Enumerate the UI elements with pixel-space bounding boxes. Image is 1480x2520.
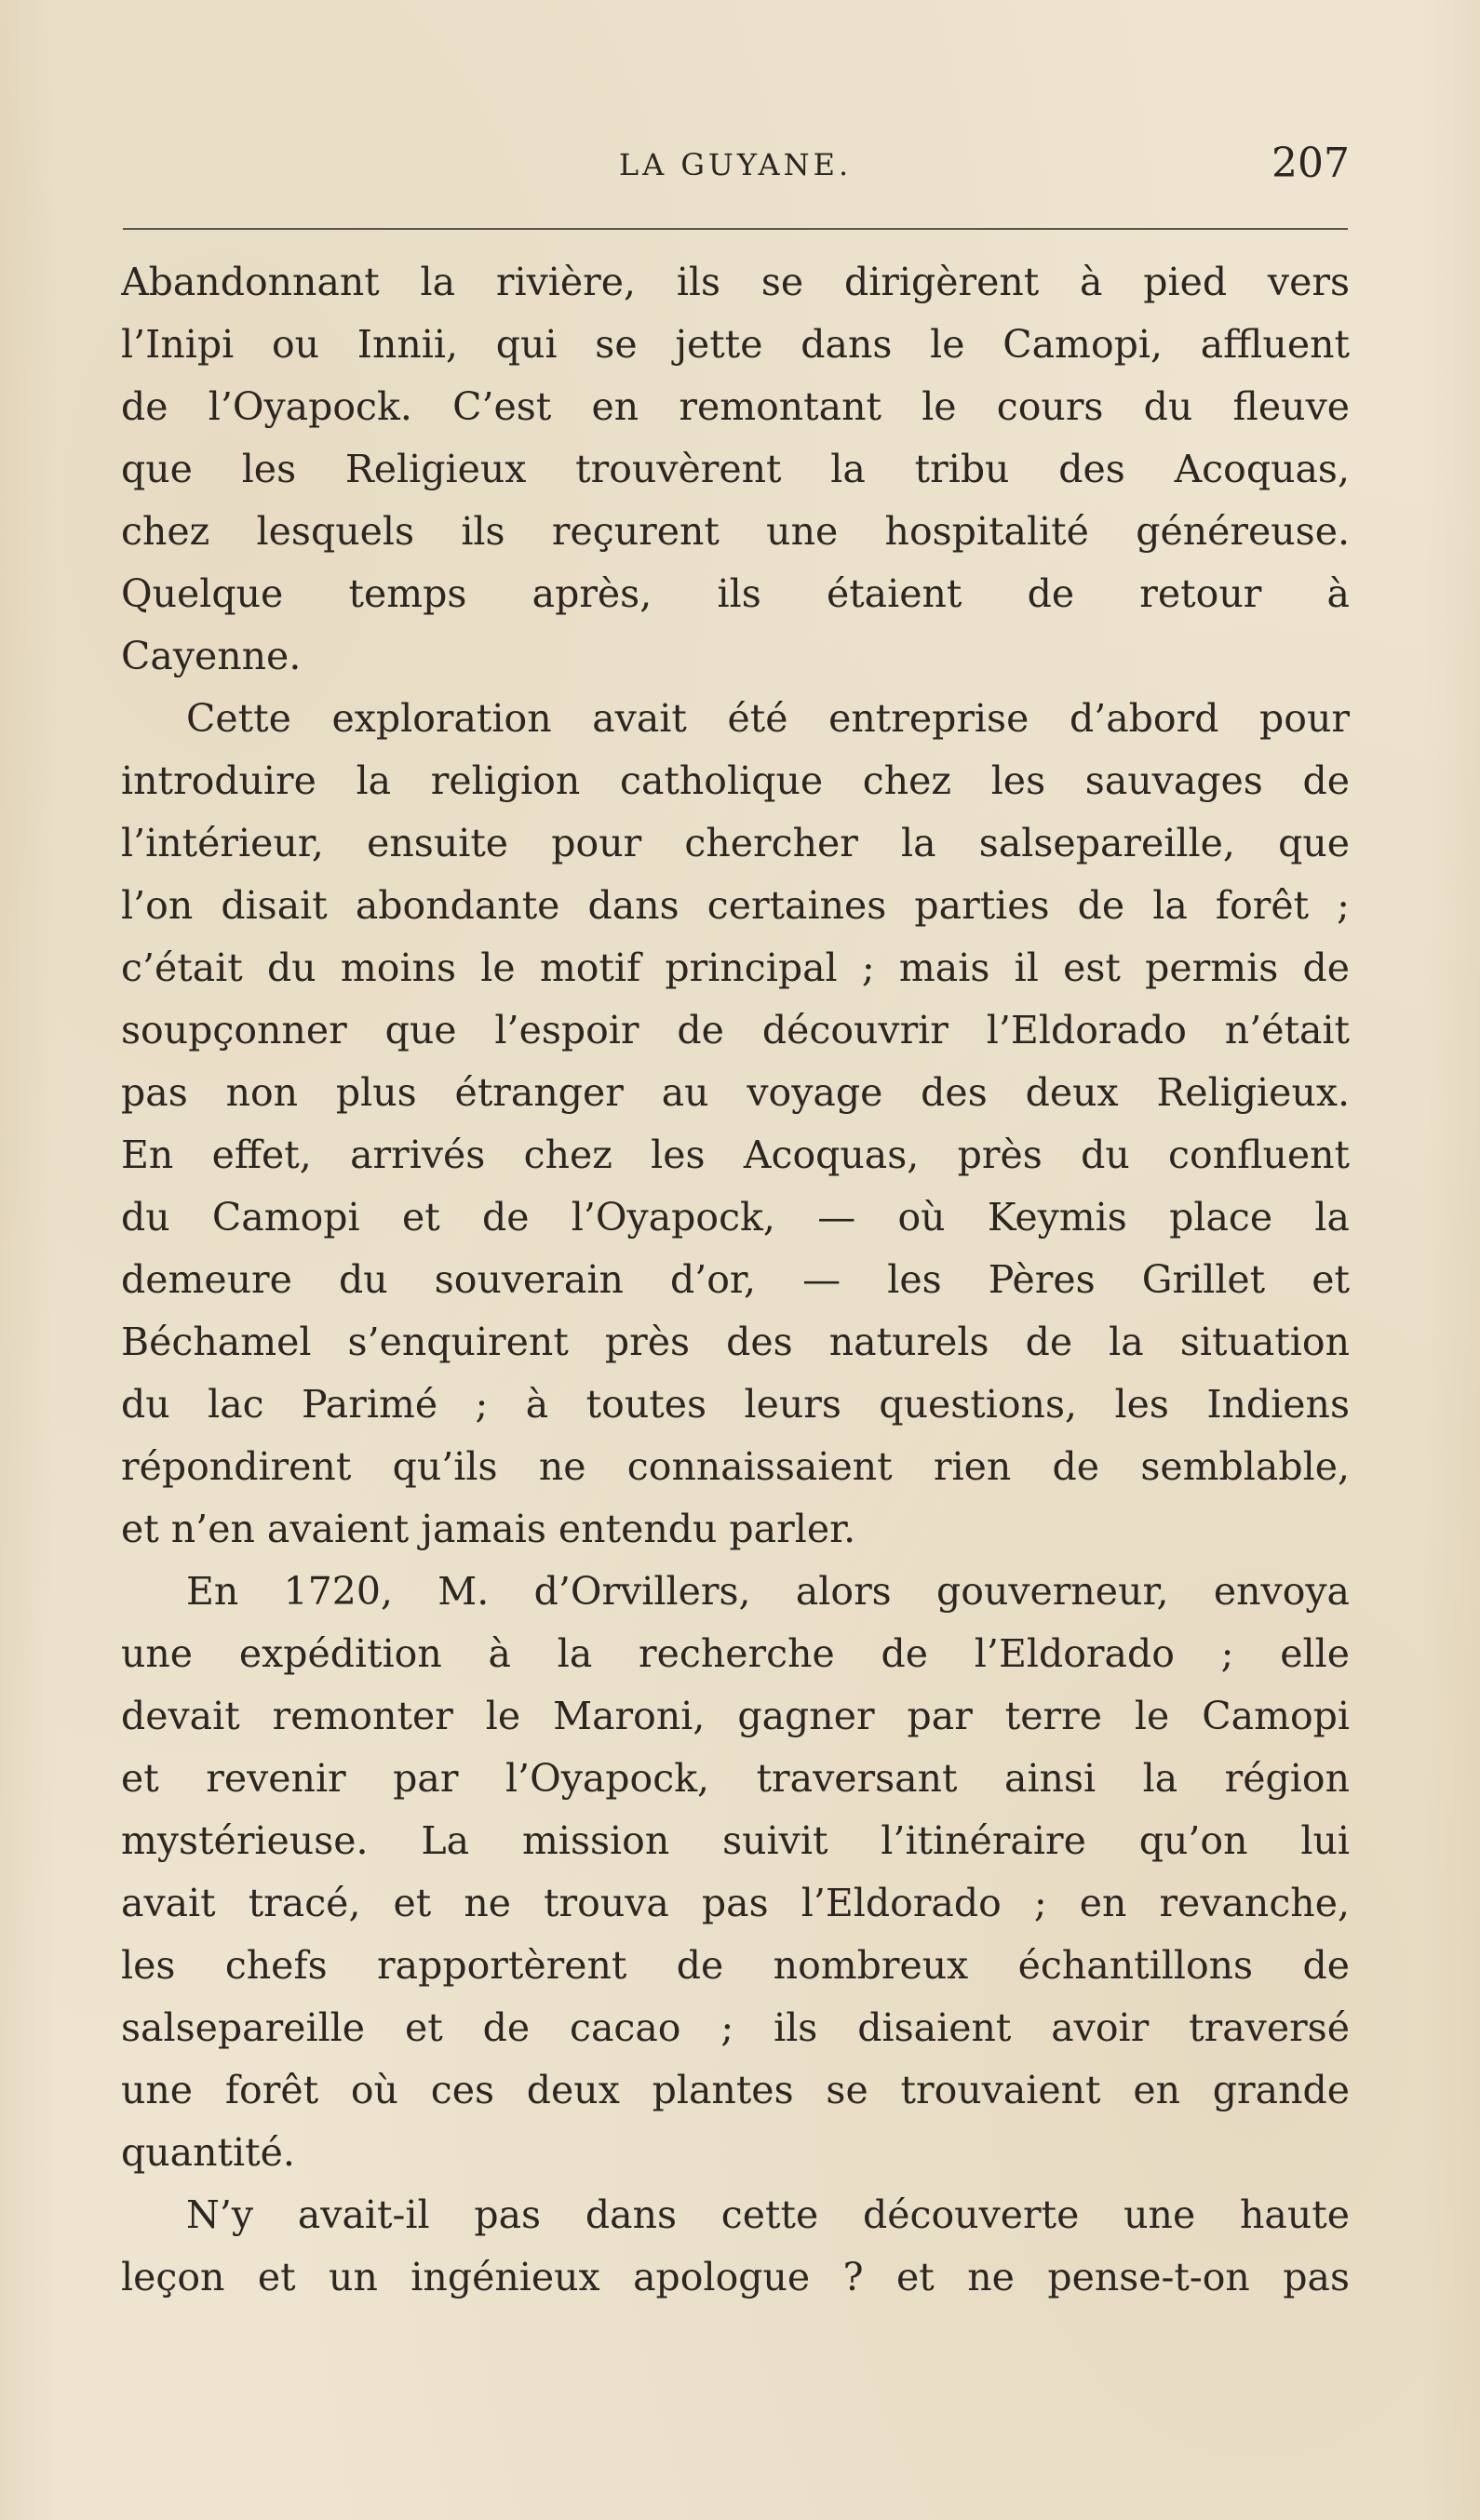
text-line: chez lesquels ils reçurent une hospitalité généreuse. [121,509,1350,554]
text-line: leçon et un ingénieux apologue ? et ne pense-t-on pas [121,2255,1350,2299]
text-line: du Camopi et de l’Oyapock, — où Keymis place la [121,1195,1350,1240]
text-line: N’y avait-il pas dans cette découverte une haute [186,2192,1350,2237]
text-line: En effet, arrivés chez les Acoquas, près du confluent [121,1133,1350,1177]
text-line: et n’en avaient jamais entendu parler. [121,1507,856,1551]
running-title: LA GUYANE. [618,147,853,182]
text-line: l’Inipi ou Innii, qui se jette dans le Camopi, affluent [121,322,1350,367]
text-line: avait tracé, et ne trouva pas l’Eldorado ; en revanche, [121,1881,1350,1925]
text-line: Cayenne. [121,634,302,678]
text-line: introduire la religion catholique chez les sauvages de [121,758,1350,803]
text-line: une expédition à la recherche de l’Eldorado ; elle [121,1631,1350,1676]
text-line: l’on disait abondante dans certaines parties de la forêt ; [121,883,1350,928]
text-line: En 1720, M. d’Orvillers, alors gouverneur, envoya [186,1569,1350,1614]
running-head [121,140,1350,205]
text-line: c’était du moins le motif principal ; mais il est permis de [121,945,1350,990]
text-line: mystérieuse. La mission suivit l’itinéraire qu’on lui [121,1818,1350,1863]
page-number: 207 [1271,140,1350,187]
text-line: de l’Oyapock. C’est en remontant le cours du fleuve [121,384,1350,429]
text-line: les chefs rapportèrent de nombreux échantillons de [121,1943,1350,1988]
text-line: Cette exploration avait été entreprise d’abord pour [186,696,1350,741]
text-line: pas non plus étranger au voyage des deux Religieux. [121,1070,1350,1115]
text-line: demeure du souverain d’or, — les Pères Grillet et [121,1257,1350,1302]
body-text [121,251,1350,2309]
text-line: salsepareille et de cacao ; ils disaient avoir traversé [121,2005,1350,2050]
text-line: soupçonner que l’espoir de découvrir l’Eldorado n’était [121,1008,1350,1052]
text-line: quantité. [121,2130,295,2175]
text-line: l’intérieur, ensuite pour chercher la salsepareille, que [121,821,1350,865]
text-line: Béchamel s’enquirent près des naturels de la situation [121,1320,1350,1364]
text-line: répondirent qu’ils ne connaissaient rien de semblable, [121,1444,1350,1489]
header-rule [123,228,1348,230]
text-line: devait remonter le Maroni, gagner par terre le Camopi [121,1694,1350,1738]
text-line: Abandonnant la rivière, ils se dirigèrent à pied vers [121,260,1350,304]
text-line: une forêt où ces deux plantes se trouvaient en grande [121,2068,1350,2112]
text-line: du lac Parimé ; à toutes leurs questions, les Indiens [121,1382,1350,1427]
text-line: Quelque temps après, ils étaient de retour à [121,571,1350,616]
text-line: et revenir par l’Oyapock, traversant ainsi la région [121,1756,1350,1801]
text-line: que les Religieux trouvèrent la tribu des Acoquas, [121,447,1350,491]
